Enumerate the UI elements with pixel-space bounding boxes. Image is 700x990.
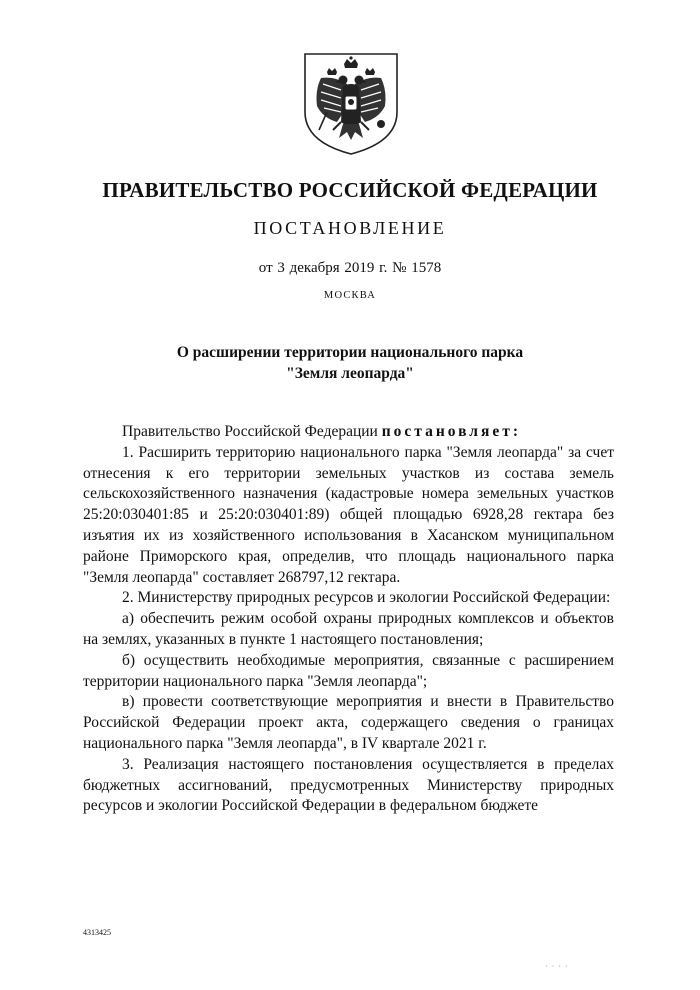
document-city: МОСКВА xyxy=(323,290,377,301)
paragraph-2a: а) обеспечить режим особой охраны природных комплексов и объектов на землях, указанных в пункте 1 настоящего постановления; xyxy=(83,610,614,648)
paragraph-2b: б) осуществить необходимые мероприятия, связанные с расширением территории национального парка "Земля леопарда"; xyxy=(83,651,614,690)
document-subject xyxy=(0,342,700,384)
paragraph-2: 2. Министерству природных ресурсов и экологии Российской Федерации: xyxy=(122,589,611,607)
intro-verb: постановляет: xyxy=(381,423,522,440)
document-date-number: от 3 декабря 2019 г. № 1578 xyxy=(258,260,442,276)
document-body xyxy=(83,422,614,817)
document-type: ПОСТАНОВЛЕНИЕ xyxy=(253,218,447,238)
corner-decorative-mark: · · · · xyxy=(545,962,569,971)
paragraph-1: 1. Расширить территорию национального парка "Земля леопарда" за счет отнесения к его территории земельных участков из состава земель сельскохозяйственного назначения (кадастровые номера земельных участков 25:20:030401:85 и 25:20:030401:89) общей площадью 6928,28 гектара без изъятия их из хозяйственного использования в Хасанском муниципальном районе Приморского края, определив, что площадь национального парка "Земля леопарда" составляет 268797,12 гектара. xyxy=(83,443,614,586)
subject-line-2: "Земля леопарда" xyxy=(286,365,414,382)
subject-line-1: О расширении территории национального парка xyxy=(176,344,524,361)
paragraph-3: 3. Реализация настоящего постановления осуществляется в пределах бюджетных ассигнований, предусмотренных Министерству природных ресурсов и экологии Российской Федерации в федеральном бюджете xyxy=(83,755,614,815)
intro-prefix: Правительство Российской Федерации xyxy=(122,423,382,440)
intro-paragraph xyxy=(83,422,614,443)
paragraph-2c: в) провести соответствующие мероприятия и внести в Правительство Российской Федерации проект акта, содержащего сведения о границах национального парка "Земля леопарда", в IV квартале 2021 г. xyxy=(83,693,614,752)
government-title: ПРАВИТЕЛЬСТВО РОССИЙСКОЙ ФЕДЕРАЦИИ xyxy=(102,178,598,202)
coat-of-arms-emblem-icon xyxy=(297,50,405,158)
footer-code: 4313425 xyxy=(83,928,111,937)
